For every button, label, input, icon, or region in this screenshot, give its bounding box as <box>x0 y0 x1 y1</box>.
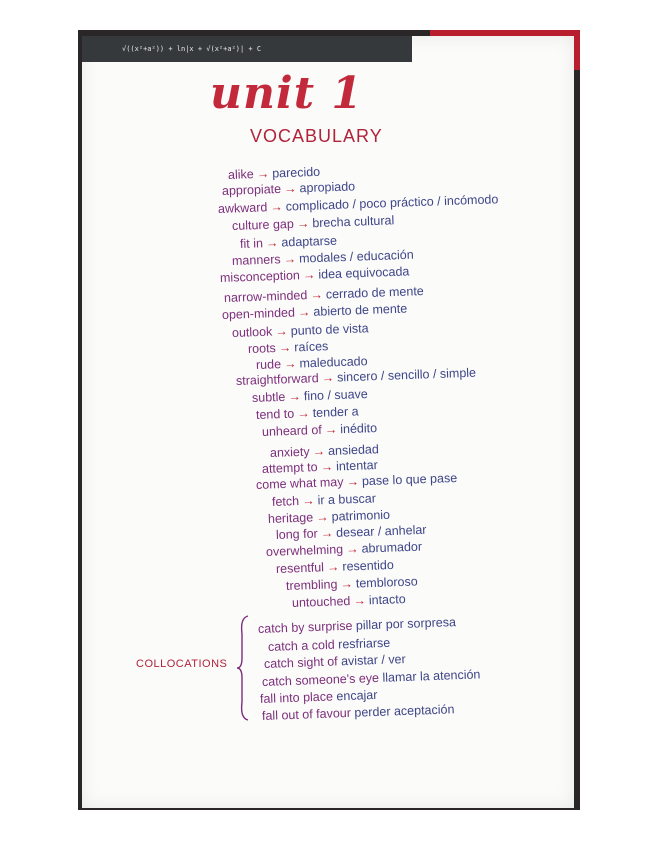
vocab-meaning: cerrado de mente <box>325 284 424 302</box>
arrow-icon: → <box>296 216 310 231</box>
vocab-term: unheard of <box>261 422 322 439</box>
arrow-icon: → <box>296 406 310 421</box>
vocab-term: straightforward <box>235 371 319 388</box>
vocab-term: culture gap <box>231 216 295 233</box>
vocab-term: subtle <box>251 389 286 405</box>
vocab-term: awkward <box>217 200 268 216</box>
collocation-meaning: avistar / ver <box>340 652 406 669</box>
arrow-icon: → <box>302 267 316 283</box>
vocab-meaning: abierto de mente <box>313 301 408 319</box>
vocab-meaning: resentido <box>342 557 395 574</box>
arrow-icon: → <box>326 559 340 575</box>
vocab-meaning: parecido <box>271 164 321 181</box>
arrow-icon: → <box>324 422 338 437</box>
collocation-term: catch a cold <box>267 637 335 654</box>
vocab-term: come what may <box>255 474 344 492</box>
collocation-term: fall into place <box>259 689 334 706</box>
arrow-icon: → <box>345 541 359 557</box>
vocab-meaning: brecha cultural <box>312 213 395 231</box>
arrow-icon: → <box>288 389 302 404</box>
vocab-term: narrow-minded <box>223 288 308 305</box>
vocab-meaning: pase lo que pase <box>361 470 458 489</box>
vocab-term: untouched <box>291 593 351 610</box>
collocation-term: catch sight of <box>263 654 338 671</box>
arrow-icon: → <box>340 576 354 592</box>
vocab-meaning: ansiedad <box>327 442 380 458</box>
vocab-term: fetch <box>271 494 300 509</box>
vocab-term: long for <box>275 526 318 542</box>
arrow-icon: → <box>256 166 270 181</box>
arrow-icon: → <box>275 324 289 339</box>
vocab-meaning: ir a buscar <box>317 491 377 508</box>
header-strip: √((x²+a²)) + ln|x + √(x²+a²)| + C <box>82 36 412 62</box>
arrow-icon: → <box>283 356 297 372</box>
vocab-meaning: raíces <box>294 339 329 355</box>
vocab-meaning: inédito <box>339 420 378 437</box>
vocabulary-heading: VOCABULARY <box>250 126 383 146</box>
arrow-icon: → <box>312 444 326 459</box>
vocab-term: alike <box>227 167 254 182</box>
vocab-term: attempt to <box>261 460 318 476</box>
vocab-term: anxiety <box>269 444 310 460</box>
vocab-term: manners <box>231 252 281 268</box>
vocab-term: overwhelming <box>265 542 344 559</box>
vocab-meaning: sincero / sencillo / simple <box>336 365 477 385</box>
collocation-meaning: perder aceptación <box>354 702 455 720</box>
arrow-icon: → <box>278 340 292 355</box>
vocab-term: open-minded <box>221 305 296 322</box>
arrow-icon: → <box>283 251 297 267</box>
collocation-term: fall out of favour <box>261 705 352 723</box>
page-title: unit 1 <box>210 68 363 119</box>
arrow-icon: → <box>301 493 315 508</box>
vocab-item <box>248 339 329 356</box>
vocab-term: tend to <box>255 406 295 422</box>
collocation-meaning: encajar <box>336 687 378 704</box>
vocab-term: misconception <box>219 268 301 285</box>
vocab-meaning: modales / educación <box>298 247 414 266</box>
curly-brace-icon <box>236 614 250 722</box>
arrow-icon: → <box>310 287 324 302</box>
vocab-meaning: apropiado <box>299 179 356 196</box>
arrow-icon: → <box>265 235 279 251</box>
vocab-meaning: intentar <box>335 457 378 474</box>
vocab-meaning: adaptarse <box>281 233 338 250</box>
collocation-meaning: pillar por sorpresa <box>355 615 457 633</box>
arrow-icon: → <box>320 459 334 474</box>
arrow-icon: → <box>315 509 329 525</box>
collocation-meaning: llamar la atención <box>382 667 481 685</box>
vocab-term: fit in <box>239 236 264 251</box>
vocab-meaning: complicado / poco práctico / incómodo <box>285 192 499 214</box>
arrow-icon: → <box>346 474 360 489</box>
vocab-meaning: intacto <box>368 592 406 608</box>
vocab-term: resentful <box>275 560 325 576</box>
vocab-meaning: tembloroso <box>355 574 418 591</box>
vocab-meaning: maleducado <box>299 354 368 371</box>
vocab-term: outlook <box>231 324 273 340</box>
vocab-term: roots <box>247 341 277 356</box>
collocations-label: COLLOCATIONS <box>136 658 228 670</box>
vocab-meaning: punto de vista <box>290 321 369 338</box>
vocab-term: heritage <box>267 510 314 526</box>
vocab-term: trembling <box>285 577 338 593</box>
vocab-meaning: abrumador <box>361 539 423 556</box>
vocab-meaning: fino / suave <box>303 386 368 404</box>
arrow-icon: → <box>297 304 311 320</box>
collocation-term: catch by surprise <box>257 618 353 636</box>
vocab-meaning: patrimonio <box>331 507 391 524</box>
vocab-term: appropiate <box>221 181 282 198</box>
arrow-icon: → <box>321 370 335 386</box>
arrow-icon: → <box>283 181 297 196</box>
collocation-term: catch someone's eye <box>261 670 380 689</box>
vocab-term: rude <box>255 357 282 372</box>
vocab-meaning: tender a <box>312 404 359 421</box>
arrow-icon: → <box>320 526 334 541</box>
arrow-icon: → <box>353 593 367 608</box>
collocation-meaning: resfriarse <box>337 635 391 652</box>
vocab-meaning: desear / anhelar <box>335 522 427 540</box>
arrow-icon: → <box>270 199 284 215</box>
vocab-meaning: idea equivocada <box>318 264 410 282</box>
